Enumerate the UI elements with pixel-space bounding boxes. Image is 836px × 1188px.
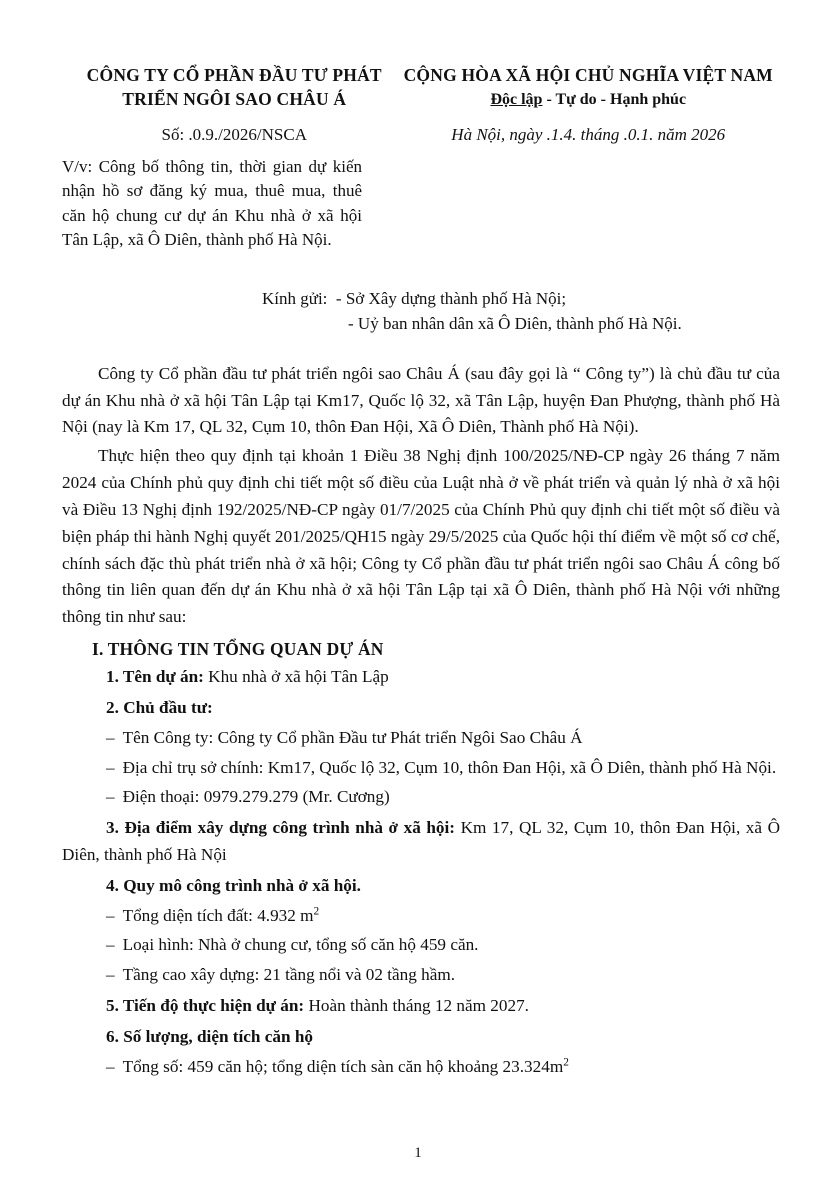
section-1-item-2-sub-2-text: Địa chỉ trụ sở chính: Km17, Quốc lộ 32, Cụm 10, thôn Đan Hội, xã Ô Diên, thành phố Hà Nội. — [122, 757, 777, 777]
section-1-item-1-label: 1. Tên dự án: — [106, 667, 204, 687]
section-1-item-4-sub-3-text: Tầng cao xây dựng: 21 tầng nổi và 02 tầng hầm. — [122, 965, 456, 985]
dash-marker: – — [106, 787, 115, 807]
document-body — [62, 361, 780, 631]
document-number: Số: .0.9./2026/NSCA — [161, 125, 307, 145]
document-subject: V/v: Công bố thông tin, thời gian dự kiến nhận hồ sơ đăng ký mua, thuê mua, thuê căn hộ chung cư dự án Khu nhà ở xã hội Tân Lập, xã Ô Diên, thành phố Hà Nội. — [62, 157, 362, 249]
dash-marker: – — [106, 965, 115, 985]
section-1-item-6-sub-1-text: Tổng số: 459 căn hộ; tổng diện tích sàn căn hộ khoảng 23.324m — [122, 1056, 564, 1076]
section-1-item-4-sub-3 — [62, 962, 780, 989]
motto-part-independence: Độc lập — [490, 90, 543, 108]
section-1-item-4-label: 4. Quy mô công trình nhà ở xã hội. — [106, 875, 361, 895]
section-1-item-5-label: 5. Tiến độ thực hiện dự án: — [106, 996, 305, 1016]
recipients-block — [62, 286, 780, 337]
body-paragraph-2: Thực hiện theo quy định tại khoản 1 Điều 38 Nghị định 100/2025/NĐ-CP ngày 26 tháng 7 năm 2024 của Chính phủ quy định chi tiết một số điều của Luật nhà ở về phát triển và quản lý nhà ở xã hội và Điều 13 Nghị định 192/2025/NĐ-CP ngày 01/7/2025 của Chính Phủ quy định chi tiết một số điều và biện pháp thi hành Nghị quyết 201/2025/QH15 ngày 29/5/2025 của Quốc hội thí điểm về một số cơ chế, chính sách đặc thù phát triển nhà ở xã hội; Công ty Cổ phần đầu tư phát triển ngôi sao Châu Á công bố thông tin liên quan đến dự án Khu nhà ở xã hội Tân Lập tại xã Ô Diên, thành phố Hà Nội với những thông tin như sau: — [62, 446, 780, 627]
section-1-item-6-sub-1 — [62, 1054, 780, 1081]
motto-separator-1: - — [542, 90, 556, 108]
issuing-organization — [62, 64, 397, 111]
section-1-item-4-sub-2 — [62, 932, 780, 959]
section-1-item-2-sub-2 — [62, 755, 780, 782]
national-motto — [397, 91, 781, 109]
section-1-item-2 — [62, 695, 780, 722]
recipients-label: Kính gửi: — [262, 288, 328, 308]
section-1-item-1 — [62, 664, 780, 691]
motto-separator-2: - — [596, 90, 610, 108]
section-1-item-4-sub-2-text: Loại hình: Nhà ở chung cư, tổng số căn hộ 459 căn. — [122, 935, 479, 955]
section-1-item-4-sub-1 — [62, 903, 780, 930]
national-heading — [397, 64, 781, 109]
section-1-item-2-sub-3 — [62, 784, 780, 811]
section-1-item-3-value: Km 17, QL 32, Cụm 10, thôn Đan Hội, xã Ô Diên, thành phố Hà Nội — [62, 818, 780, 864]
dash-marker: – — [106, 1056, 115, 1076]
section-1-title: I. THÔNG TIN TỔNG QUAN DỰ ÁN — [92, 639, 384, 660]
section-1-item-5-value: Hoàn thành tháng 12 năm 2027. — [304, 996, 529, 1016]
recipients-line-1 — [262, 286, 780, 312]
section-1-item-5 — [62, 993, 780, 1020]
section-1-item-2-sub-3-text: Điện thoại: 0979.279.279 (Mr. Cương) — [122, 787, 390, 807]
recipient-item-2: - Uỷ ban nhân dân xã Ô Diên, thành phố Hà Nội. — [348, 314, 682, 334]
document-header — [62, 64, 780, 111]
document-number-and-date-row — [62, 125, 780, 145]
dash-marker: – — [106, 905, 115, 925]
section-1-item-1-value: Khu nhà ở xã hội Tân Lập — [203, 667, 389, 687]
section-1-item-2-label: 2. Chủ đầu tư: — [106, 697, 213, 717]
section-1-item-4-sub-1-superscript: 2 — [313, 904, 320, 917]
motto-part-freedom: Tự do — [555, 90, 597, 108]
section-1-item-2-sub-1-text: Tên Công ty: Công ty Cổ phần Đầu tư Phát triển Ngôi Sao Châu Á — [122, 727, 583, 747]
section-1-item-6 — [62, 1024, 780, 1051]
body-paragraph-1: Công ty Cổ phần đầu tư phát triển ngôi sao Châu Á (sau đây gọi là “ Công ty”) là chủ đầu tư của dự án Khu nhà ở xã hội Tân Lập tại Km17, Quốc lộ 32, xã Tân Lập, huyện Đan Phượng, thành phố Hà Nội (nay là Km 17, QL 32, Cụm 10, thôn Đan Hội, Xã Ô Diên, Thành phố Hà Nội). — [62, 363, 780, 437]
section-1-item-6-sub-1-superscript: 2 — [563, 1056, 569, 1069]
dash-marker: – — [106, 727, 115, 747]
section-1-item-3-label: 3. Địa điểm xây dựng công trình nhà ở xã hội: — [106, 818, 456, 838]
section-1-item-6-label: 6. Số lượng, diện tích căn hộ — [106, 1026, 314, 1046]
section-1-item-4 — [62, 873, 780, 900]
recipient-item-1: - Sở Xây dựng thành phố Hà Nội; — [335, 288, 567, 308]
section-1-item-2-sub-1 — [62, 725, 780, 752]
dash-marker: – — [106, 935, 115, 955]
dash-marker: – — [106, 757, 115, 777]
section-1-item-4-sub-1-text: Tổng diện tích đất: 4.932 m — [122, 905, 314, 925]
document-dateline: Hà Nội, ngày .1.4. tháng .0.1. năm 2026 — [451, 125, 726, 145]
organization-name: CÔNG TY CỔ PHẦN ĐẦU TƯ PHÁT TRIỂN NGÔI SAO CHÂU Á — [86, 65, 382, 109]
page-number: 1 — [414, 1145, 422, 1161]
section-1-item-3 — [62, 815, 780, 869]
motto-part-happiness: Hạnh phúc — [610, 90, 687, 108]
nation-name: CỘNG HÒA XÃ HỘI CHỦ NGHĨA VIỆT NAM — [403, 65, 773, 85]
